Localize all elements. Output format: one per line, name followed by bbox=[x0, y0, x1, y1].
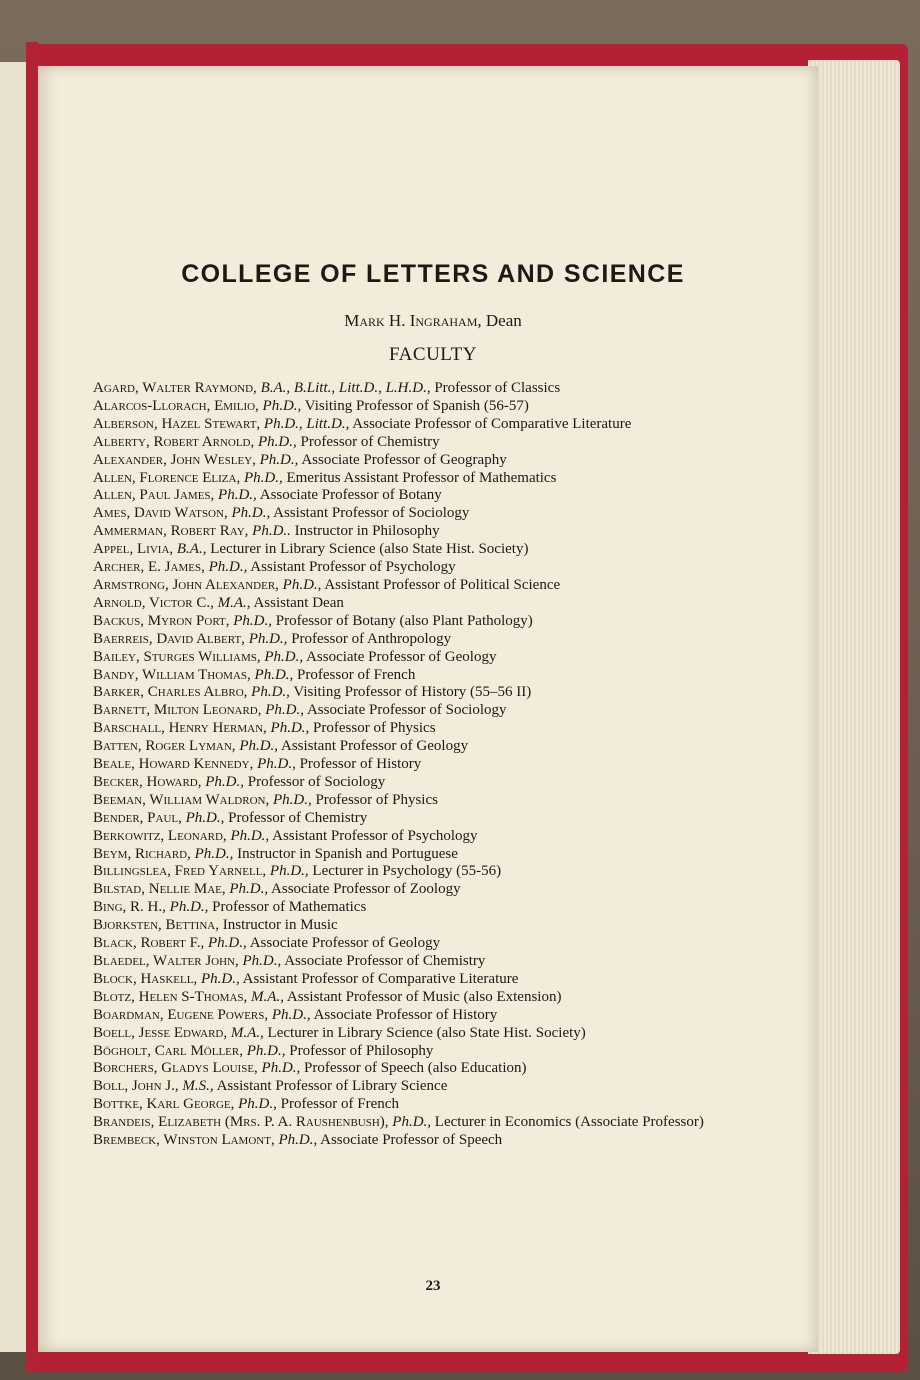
faculty-entry bbox=[93, 863, 773, 881]
faculty-entry bbox=[93, 738, 773, 756]
faculty-degrees: Ph.D., bbox=[282, 576, 322, 593]
faculty-name: Bögholt, Carl Möller, bbox=[93, 1042, 243, 1059]
faculty-title: Lecturer in Psychology (55-56) bbox=[312, 863, 502, 880]
faculty-title: Assistant Professor of Political Science bbox=[324, 576, 561, 593]
faculty-degrees: Ph.D., bbox=[238, 1096, 277, 1113]
faculty-title: Associate Professor of Comparative Literature bbox=[352, 415, 632, 432]
faculty-degrees: Ph.D., bbox=[262, 397, 302, 414]
faculty-title: Assistant Professor of Geology bbox=[281, 738, 469, 755]
faculty-title: Professor of Mathematics bbox=[212, 899, 367, 916]
faculty-name: Brandeis, Elizabeth (Mrs. P. A. Raushenbush), bbox=[93, 1114, 389, 1131]
faculty-title: Instructor in Music bbox=[222, 917, 338, 934]
faculty-entry bbox=[93, 792, 773, 810]
faculty-entry bbox=[93, 541, 773, 559]
faculty-degrees: Ph.D., bbox=[233, 612, 272, 629]
faculty-entry bbox=[93, 1007, 773, 1025]
faculty-name: Beeman, William Waldron, bbox=[93, 791, 270, 808]
page-number: 23 bbox=[425, 1278, 441, 1294]
faculty-title: Assistant Professor of Comparative Literature bbox=[242, 970, 519, 987]
faculty-name: Bilstad, Nellie Mae, bbox=[93, 881, 226, 898]
faculty-entry bbox=[93, 1060, 773, 1078]
faculty-name: Boll, John J., bbox=[93, 1078, 179, 1095]
faculty-name: Becker, Howard, bbox=[93, 773, 202, 790]
faculty-name: Alberson, Hazel Stewart, bbox=[93, 415, 261, 432]
faculty-degrees: Ph.D., bbox=[278, 1132, 318, 1149]
faculty-degrees: Ph.D., bbox=[208, 935, 247, 952]
faculty-degrees: Ph.D., bbox=[230, 827, 270, 844]
faculty-entry bbox=[93, 613, 773, 631]
faculty-degrees: Ph.D., bbox=[269, 863, 309, 880]
faculty-degrees: Ph.D., bbox=[258, 433, 297, 450]
faculty-title: Lecturer in Economics (Associate Professor) bbox=[434, 1114, 704, 1131]
faculty-degrees: M.A., bbox=[251, 988, 284, 1005]
faculty-entry bbox=[93, 828, 773, 846]
dean-title: Dean bbox=[485, 311, 522, 330]
faculty-name: Barnett, Milton Leonard, bbox=[93, 702, 262, 719]
faculty-degrees: Ph.D., Litt.D., bbox=[263, 415, 350, 432]
faculty-entry bbox=[93, 935, 773, 953]
faculty-name: Alberty, Robert Arnold, bbox=[93, 433, 255, 450]
faculty-entry bbox=[93, 774, 773, 792]
faculty-degrees: Ph.D., bbox=[261, 1060, 301, 1077]
faculty-title: Associate Professor of Geology bbox=[249, 935, 441, 952]
faculty-title: Professor of French bbox=[280, 1096, 399, 1113]
faculty-name: Alarcos-Llorach, Emilio, bbox=[93, 397, 259, 414]
faculty-entry bbox=[93, 452, 773, 470]
faculty-degrees: Ph.D., bbox=[254, 666, 294, 683]
faculty-degrees: Ph.D., bbox=[242, 953, 282, 969]
faculty-title: Associate Professor of History bbox=[313, 1006, 498, 1023]
faculty-degrees: Ph.D., bbox=[229, 881, 269, 898]
faculty-name: Borchers, Gladys Louise, bbox=[93, 1060, 258, 1077]
faculty-name: Black, Robert F., bbox=[93, 935, 205, 952]
faculty-name: Bjorksten, Bettina, bbox=[93, 917, 219, 934]
dean-name: Mark H. Ingraham, bbox=[344, 311, 482, 330]
faculty-entry bbox=[93, 416, 773, 434]
faculty-entry bbox=[93, 595, 773, 613]
faculty-entry bbox=[93, 1132, 773, 1150]
faculty-entry bbox=[93, 917, 773, 935]
faculty-degrees: Ph.D., bbox=[271, 1006, 311, 1023]
faculty-name: Beale, Howard Kennedy, bbox=[93, 756, 254, 773]
faculty-name: Archer, E. James, bbox=[93, 559, 205, 576]
faculty-entry bbox=[93, 881, 773, 899]
faculty-title: Assistant Professor of Sociology bbox=[273, 505, 470, 522]
faculty-name: Arnold, Victor C., bbox=[93, 594, 214, 611]
faculty-name: Boell, Jesse Edward, bbox=[93, 1024, 228, 1041]
faculty-degrees: Ph.D., bbox=[208, 559, 248, 576]
faculty-degrees: Ph.D., bbox=[205, 773, 244, 790]
faculty-entry bbox=[93, 810, 773, 828]
faculty-degrees: Ph.D., bbox=[272, 791, 312, 808]
faculty-degrees: M.S., bbox=[182, 1078, 214, 1095]
faculty-name: Barker, Charles Albro, bbox=[93, 684, 248, 701]
faculty-name: Ames, David Watson, bbox=[93, 505, 228, 522]
faculty-entry bbox=[93, 667, 773, 685]
faculty-entry bbox=[93, 1114, 773, 1132]
faculty-degrees: M.A., bbox=[217, 594, 251, 611]
page-edges bbox=[808, 60, 900, 1354]
faculty-title: Associate Professor of Geology bbox=[306, 648, 497, 665]
faculty-title: Associate Professor of Geography bbox=[301, 451, 507, 468]
faculty-name: Allen, Florence Eliza, bbox=[93, 469, 241, 486]
faculty-entry bbox=[93, 434, 773, 452]
faculty-entry bbox=[93, 1025, 773, 1043]
faculty-title: Associate Professor of Zoology bbox=[271, 881, 461, 898]
faculty-title: Professor of Classics bbox=[434, 380, 561, 396]
page-title: COLLEGE OF LETTERS AND SCIENCE bbox=[181, 260, 685, 288]
faculty-entry bbox=[93, 684, 773, 702]
faculty-name: Beym, Richard, bbox=[93, 845, 191, 862]
faculty-name: Blotz, Helen S-Thomas, bbox=[93, 988, 248, 1005]
faculty-title: Professor of Physics bbox=[315, 791, 438, 808]
faculty-name: Batten, Roger Lyman, bbox=[93, 738, 236, 755]
book-page bbox=[38, 66, 818, 1352]
faculty-degrees: Ph.D., bbox=[392, 1114, 432, 1131]
faculty-name: Blaedel, Walter John, bbox=[93, 953, 239, 969]
faculty-entry bbox=[93, 380, 773, 398]
faculty-title: Professor of Sociology bbox=[247, 773, 386, 790]
faculty-entry bbox=[93, 899, 773, 917]
faculty-entry bbox=[93, 846, 773, 864]
faculty-name: Alexander, John Wesley, bbox=[93, 451, 256, 468]
faculty-entry bbox=[93, 523, 773, 541]
faculty-title: Professor of Chemistry bbox=[228, 809, 368, 826]
faculty-degrees: Ph.D., bbox=[243, 469, 283, 486]
faculty-degrees: Ph.D., bbox=[257, 756, 296, 773]
dean-line bbox=[93, 311, 773, 331]
faculty-title: Assistant Professor of Music (also Extension) bbox=[286, 988, 562, 1005]
faculty-name: Bing, R. H., bbox=[93, 899, 166, 916]
faculty-title: Lecturer in Library Science (also State Hist. Society) bbox=[210, 541, 529, 558]
faculty-title: Associate Professor of Speech bbox=[320, 1132, 503, 1149]
faculty-title: Assistant Professor of Psychology bbox=[272, 827, 478, 844]
faculty-name: Appel, Livia, bbox=[93, 541, 174, 558]
faculty-degrees: Ph.D., bbox=[239, 738, 279, 755]
faculty-title: Professor of French bbox=[297, 666, 416, 683]
faculty-title: Emeritus Assistant Professor of Mathematics bbox=[286, 469, 557, 486]
faculty-name: Block, Haskell, bbox=[93, 970, 198, 987]
section-heading: FACULTY bbox=[389, 344, 477, 365]
faculty-degrees: Ph.D., bbox=[169, 899, 209, 916]
faculty-entry bbox=[93, 487, 773, 505]
faculty-title: Professor of Anthropology bbox=[291, 630, 452, 647]
faculty-entry bbox=[93, 470, 773, 488]
faculty-degrees: Ph.D., bbox=[248, 630, 288, 647]
faculty-degrees: Ph.D., bbox=[194, 845, 234, 862]
faculty-entry bbox=[93, 505, 773, 523]
faculty-degrees: Ph.D., bbox=[251, 684, 290, 701]
faculty-entry bbox=[93, 1078, 773, 1096]
faculty-name: Berkowitz, Leonard, bbox=[93, 827, 227, 844]
faculty-title: Professor of Chemistry bbox=[300, 433, 440, 450]
faculty-entry bbox=[93, 720, 773, 738]
faculty-title: Professor of Botany (also Plant Pathology) bbox=[275, 612, 533, 629]
faculty-title: Lecturer in Library Science (also State Hist. Society) bbox=[267, 1024, 586, 1041]
faculty-title: Professor of Physics bbox=[313, 720, 436, 737]
faculty-title: Assistant Professor of Psychology bbox=[250, 559, 456, 576]
faculty-degrees: Ph.D., bbox=[259, 451, 299, 468]
faculty-list bbox=[93, 380, 773, 1150]
faculty-title: Assistant Professor of Library Science bbox=[216, 1078, 448, 1095]
faculty-name: Baerreis, David Albert, bbox=[93, 630, 245, 647]
faculty-degrees: Ph.D.. bbox=[252, 523, 291, 540]
faculty-name: Billingslea, Fred Yarnell, bbox=[93, 863, 267, 880]
faculty-name: Brembeck, Winston Lamont, bbox=[93, 1132, 275, 1149]
faculty-degrees: Ph.D., bbox=[218, 487, 257, 504]
faculty-entry bbox=[93, 398, 773, 416]
faculty-entry bbox=[93, 989, 773, 1007]
faculty-name: Bender, Paul, bbox=[93, 809, 182, 826]
faculty-title: Professor of Philosophy bbox=[289, 1042, 434, 1059]
faculty-entry bbox=[93, 1096, 773, 1114]
faculty-title: Associate Professor of Chemistry bbox=[284, 953, 486, 969]
faculty-degrees: Ph.D., bbox=[231, 505, 271, 522]
faculty-entry bbox=[93, 649, 773, 667]
faculty-name: Allen, Paul James, bbox=[93, 487, 215, 504]
faculty-title: Professor of Speech (also Education) bbox=[304, 1060, 527, 1077]
faculty-degrees: B.A., bbox=[176, 541, 207, 558]
faculty-title: Associate Professor of Sociology bbox=[306, 702, 507, 719]
faculty-title: Professor of History bbox=[299, 756, 422, 773]
faculty-title: Visiting Professor of Spanish (56-57) bbox=[304, 397, 529, 414]
faculty-title: Associate Professor of Botany bbox=[259, 487, 442, 504]
faculty-degrees: M.A., bbox=[230, 1024, 264, 1041]
faculty-name: Armstrong, John Alexander, bbox=[93, 576, 279, 593]
faculty-title: Instructor in Philosophy bbox=[294, 523, 440, 540]
faculty-degrees: B.A., B.Litt., Litt.D., L.H.D., bbox=[260, 380, 431, 396]
faculty-entry bbox=[93, 577, 773, 595]
faculty-name: Barschall, Henry Herman, bbox=[93, 720, 267, 737]
faculty-degrees: Ph.D., bbox=[185, 809, 225, 826]
faculty-name: Agard, Walter Raymond, bbox=[93, 380, 257, 396]
faculty-name: Backus, Myron Port, bbox=[93, 612, 230, 629]
left-cover-edge bbox=[26, 42, 38, 1372]
faculty-title: Visiting Professor of History (55–56 II) bbox=[293, 684, 532, 701]
faculty-degrees: Ph.D., bbox=[270, 720, 310, 737]
faculty-name: Bandy, William Thomas, bbox=[93, 666, 251, 683]
faculty-degrees: Ph.D., bbox=[200, 970, 240, 987]
faculty-entry bbox=[93, 953, 773, 971]
faculty-name: Ammerman, Robert Ray, bbox=[93, 523, 249, 540]
faculty-entry bbox=[93, 702, 773, 720]
faculty-title: Assistant Dean bbox=[253, 594, 344, 611]
faculty-name: Bailey, Sturges Williams, bbox=[93, 648, 261, 665]
faculty-name: Bottke, Karl George, bbox=[93, 1096, 235, 1113]
faculty-entry bbox=[93, 631, 773, 649]
faculty-entry bbox=[93, 971, 773, 989]
faculty-title: Instructor in Spanish and Portuguese bbox=[237, 845, 458, 862]
faculty-entry bbox=[93, 559, 773, 577]
faculty-degrees: Ph.D., bbox=[264, 648, 304, 665]
faculty-degrees: Ph.D., bbox=[265, 702, 304, 719]
faculty-entry bbox=[93, 756, 773, 774]
faculty-name: Boardman, Eugene Powers, bbox=[93, 1006, 269, 1023]
faculty-degrees: Ph.D., bbox=[246, 1042, 286, 1059]
faculty-entry bbox=[93, 1043, 773, 1061]
